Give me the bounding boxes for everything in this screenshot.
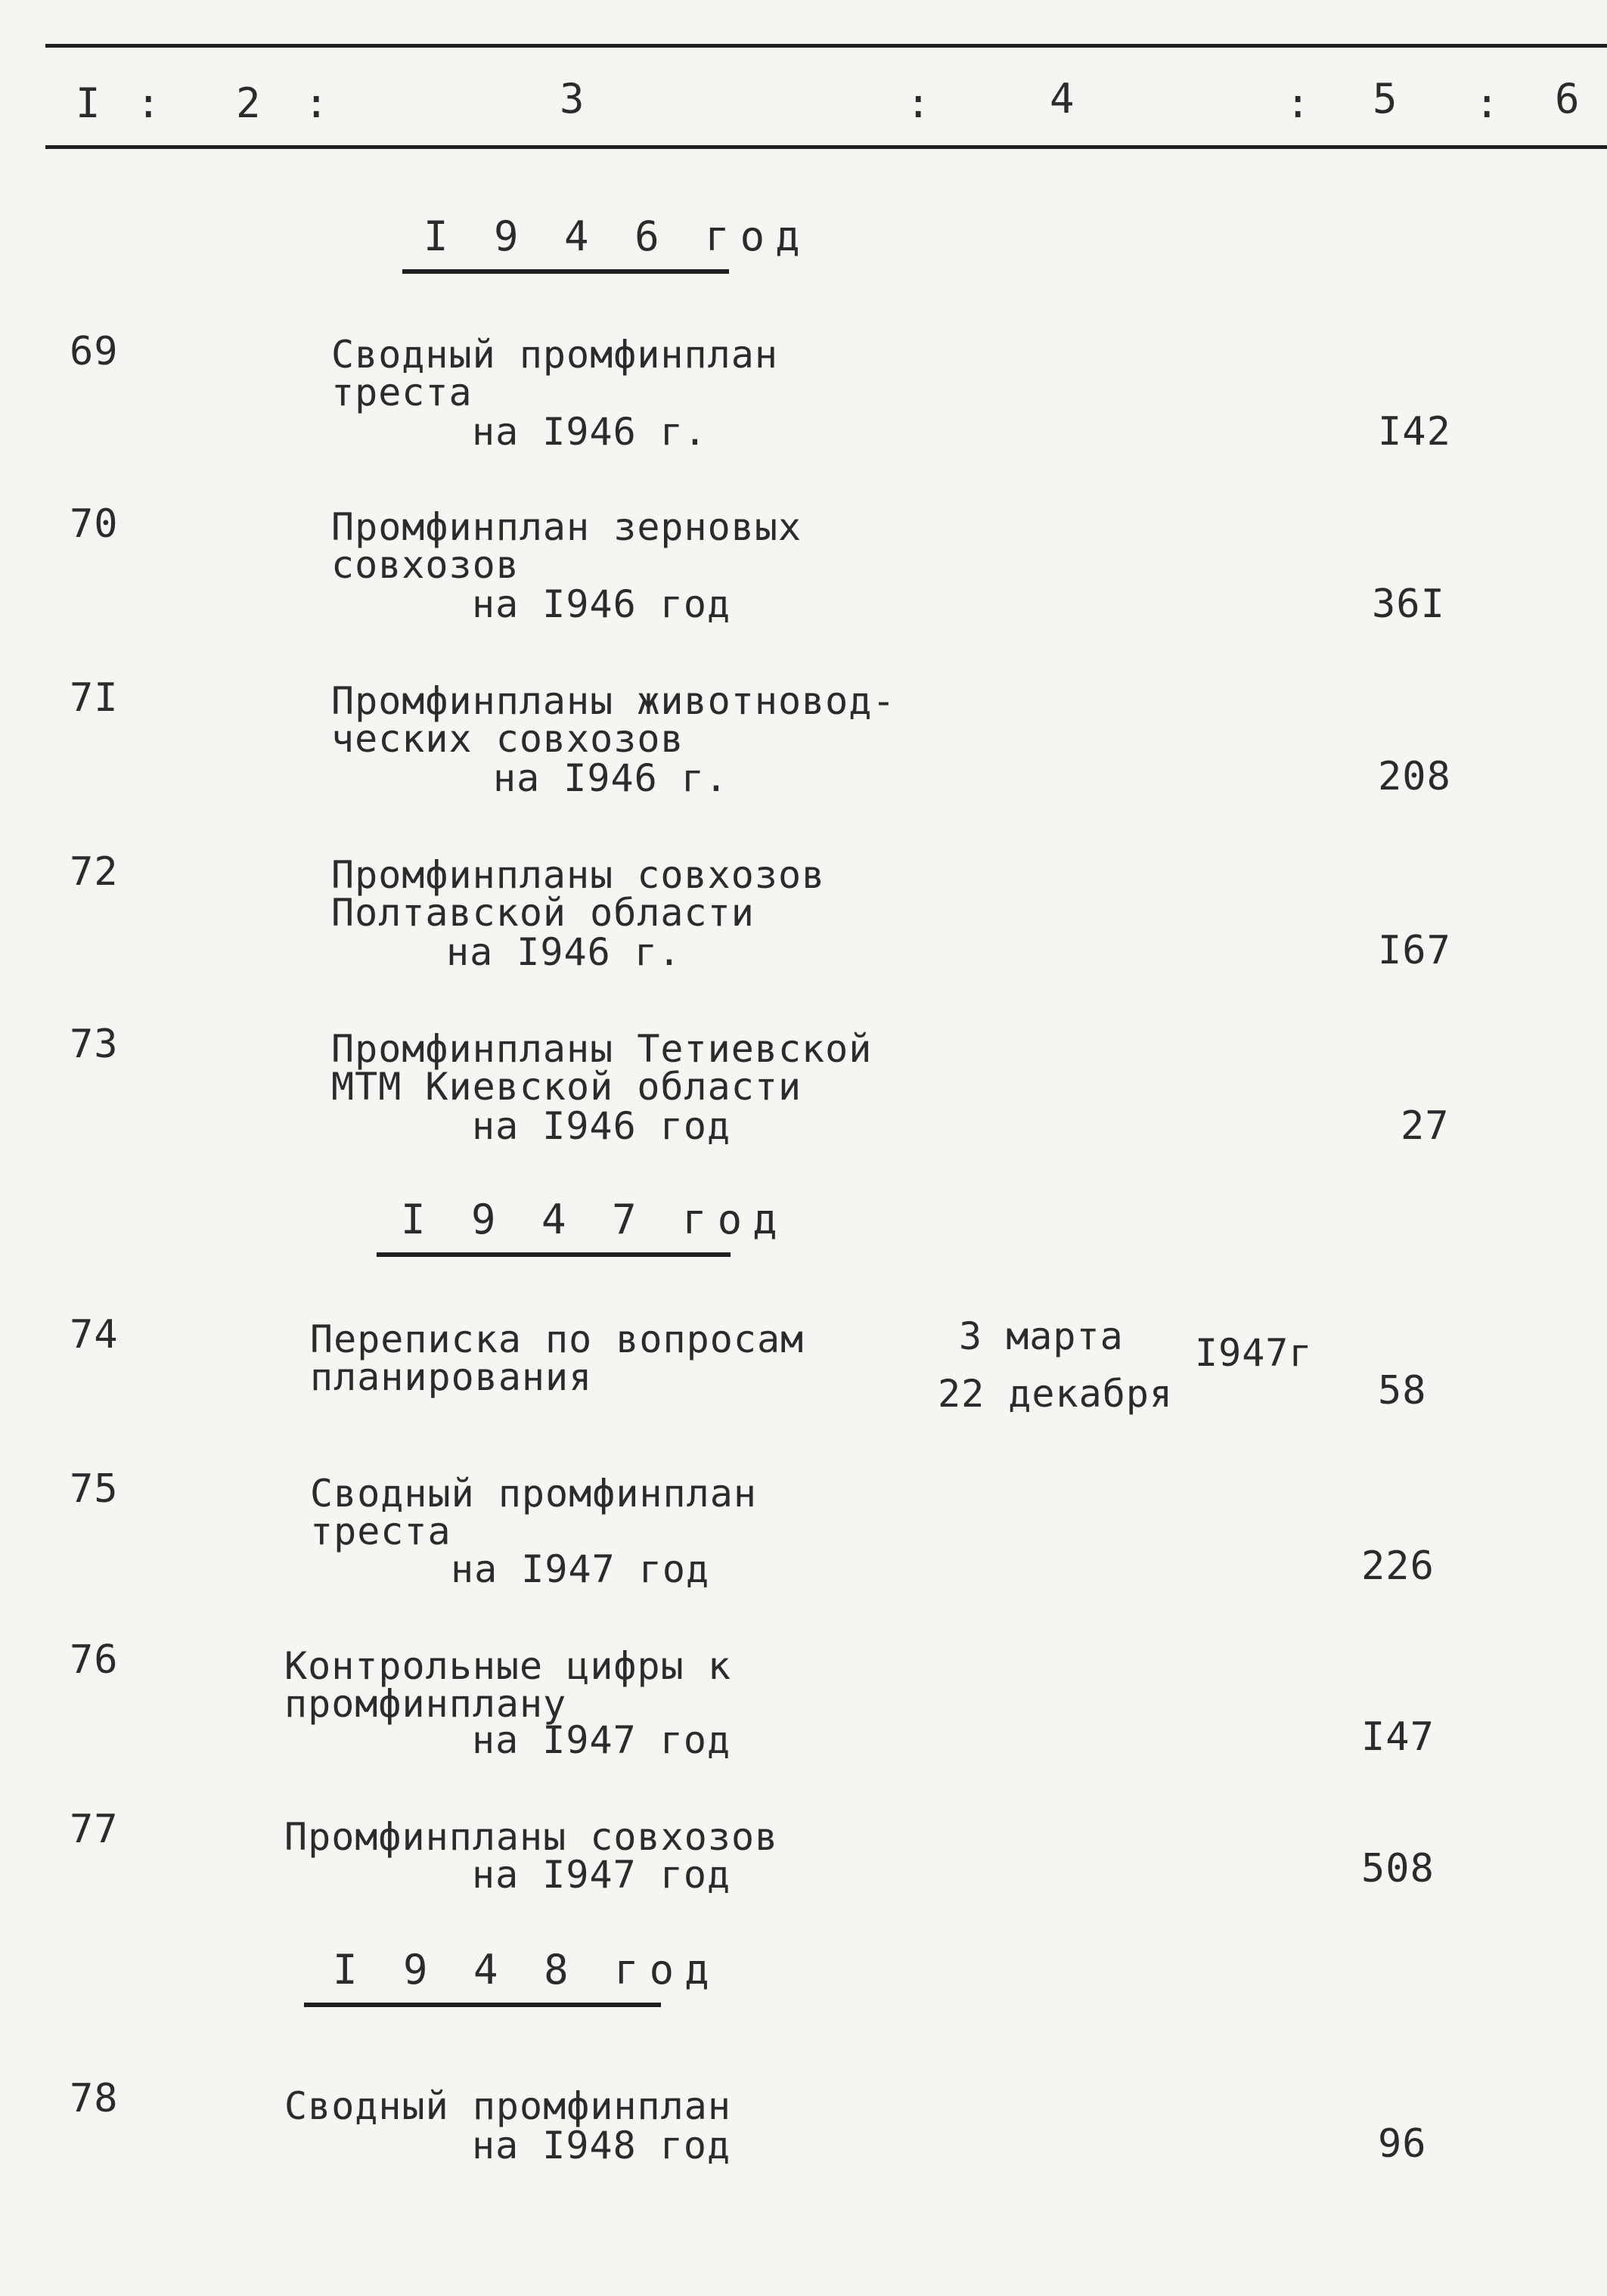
section-underline xyxy=(304,2003,661,2007)
row-date-end: 22 декабря xyxy=(938,1372,1174,1416)
row-page-count: I67 xyxy=(1378,928,1451,973)
row-title-line: треста xyxy=(331,371,473,414)
section-title: I 9 4 7 год xyxy=(401,1196,788,1243)
row-period-line: на I946 г. xyxy=(446,930,682,974)
column-6-header: 6 xyxy=(1555,75,1581,123)
column-separator: : xyxy=(304,79,330,127)
row-title-line: Контрольные цифры к xyxy=(284,1644,731,1688)
row-period-line: на I946 год xyxy=(472,582,731,626)
row-number: 69 xyxy=(70,329,119,374)
row-number: 78 xyxy=(70,2076,119,2121)
row-period-line: на I947 год xyxy=(472,1718,731,1762)
column-separator: : xyxy=(136,79,162,127)
column-separator: : xyxy=(906,79,932,127)
row-page-count: 27 xyxy=(1401,1103,1450,1149)
row-page-count: 226 xyxy=(1361,1544,1435,1589)
row-page-count: 36I xyxy=(1372,582,1445,627)
section-underline xyxy=(377,1252,731,1257)
column-1-header: I xyxy=(76,79,101,127)
row-page-count: 58 xyxy=(1378,1368,1427,1413)
row-title-line: промфинплану xyxy=(284,1682,567,1726)
row-title-line: Сводный промфинплан xyxy=(331,333,778,377)
row-number: 73 xyxy=(70,1022,119,1067)
row-period-line: на I947 год xyxy=(451,1547,710,1591)
row-page-count: 208 xyxy=(1378,754,1451,799)
row-period-line: на I947 год xyxy=(472,1853,731,1897)
row-page-count: 508 xyxy=(1361,1846,1435,1891)
row-period-line: на I946 г. xyxy=(472,410,708,454)
row-number: 75 xyxy=(70,1466,119,1512)
row-number: 77 xyxy=(70,1807,119,1852)
row-period-line: на I946 год xyxy=(472,1104,731,1148)
row-number: 76 xyxy=(70,1637,119,1683)
section-underline xyxy=(402,269,729,274)
row-title-line: Промфинплан зерновых xyxy=(331,505,802,549)
row-title-line: ческих совхозов xyxy=(331,717,684,761)
row-title-line: Промфинпланы совхозов xyxy=(284,1815,779,1859)
row-title-line: совхозов xyxy=(331,543,520,587)
section-title: I 9 4 8 год xyxy=(333,1946,720,1993)
row-number: 74 xyxy=(70,1312,119,1357)
row-title-line: Переписка по вопросам xyxy=(310,1317,805,1361)
row-title-line: Промфинпланы совхозов xyxy=(331,853,826,897)
row-period-line: на I948 год xyxy=(472,2124,731,2167)
row-title-line: Полтавской области xyxy=(331,891,755,935)
column-separator: : xyxy=(1475,79,1500,127)
header-bottom-rule xyxy=(45,145,1607,149)
row-date-start: 3 марта xyxy=(959,1314,1124,1358)
column-3-header: 3 xyxy=(560,75,585,123)
column-5-header: 5 xyxy=(1373,75,1398,123)
row-page-count: I42 xyxy=(1378,409,1451,455)
row-title-line: Сводный промфинплан xyxy=(284,2084,731,2128)
row-title-line: МТМ Киевской области xyxy=(331,1065,802,1109)
row-title-line: Промфинпланы животновод- xyxy=(331,679,896,723)
row-page-count: I47 xyxy=(1361,1714,1435,1760)
section-title: I 9 4 6 год xyxy=(423,213,811,260)
row-number: 72 xyxy=(70,849,119,895)
row-title-line: Промфинпланы Тетиевской xyxy=(331,1027,873,1071)
row-title-line: Сводный промфинплан xyxy=(310,1472,757,1516)
row-period-line: на I946 г. xyxy=(493,756,729,800)
column-4-header: 4 xyxy=(1050,75,1075,123)
row-date-year: I947г xyxy=(1195,1331,1313,1375)
row-number: 7I xyxy=(70,675,119,721)
row-title-line: треста xyxy=(310,1509,451,1553)
column-separator: : xyxy=(1286,79,1311,127)
row-page-count: 96 xyxy=(1378,2121,1427,2167)
header-top-rule xyxy=(45,44,1607,48)
column-2-header: 2 xyxy=(236,79,262,127)
row-number: 70 xyxy=(70,501,119,547)
row-title-line: планирования xyxy=(310,1355,593,1399)
